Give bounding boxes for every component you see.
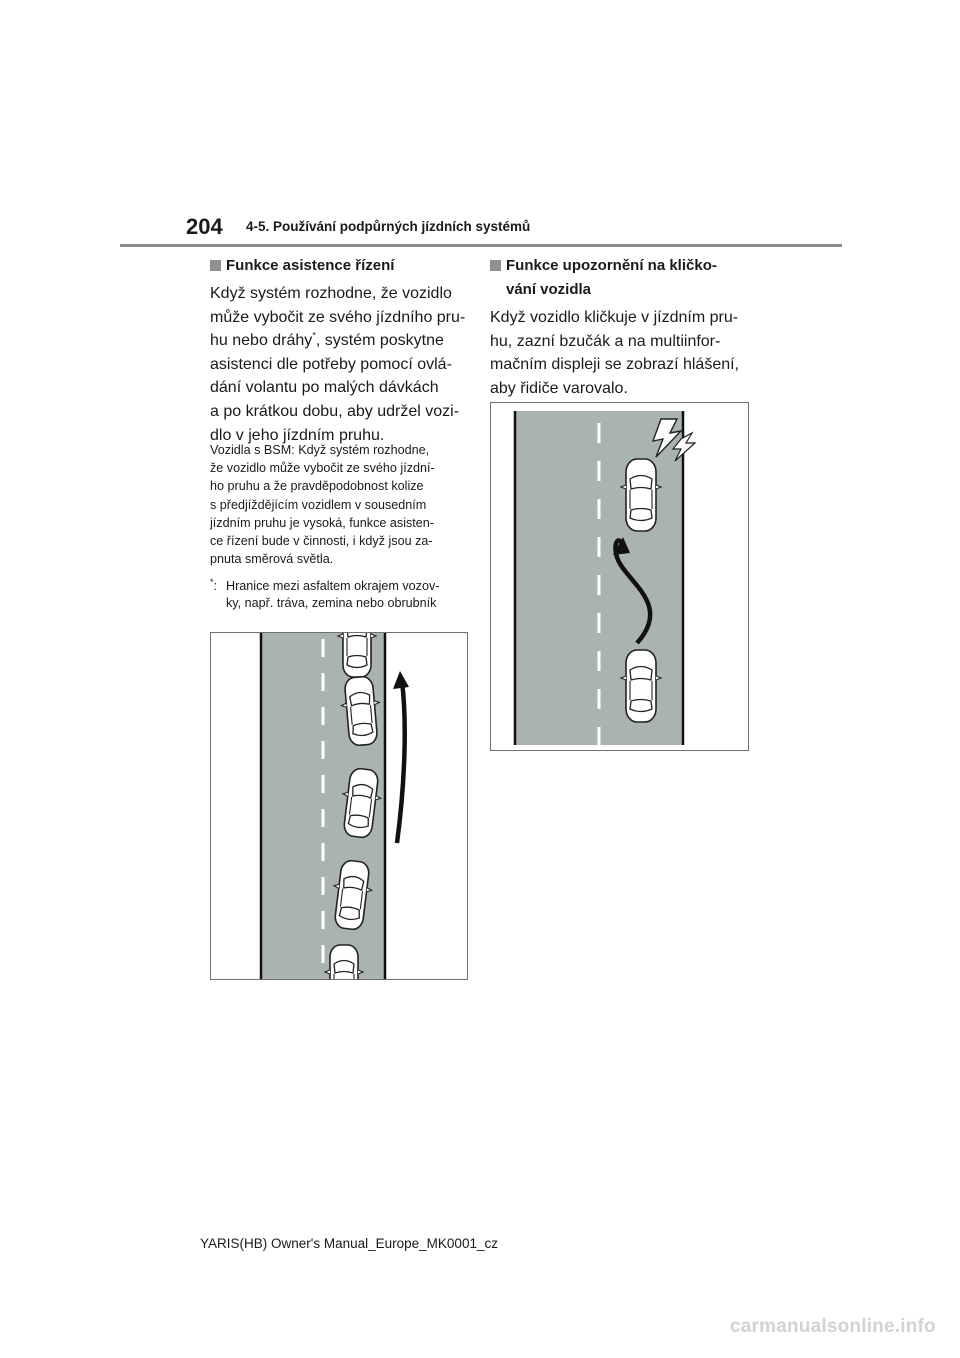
footnote-line: Hranice mezi asfaltem okrajem vozov- (226, 579, 440, 593)
body-line: aby řidiče varovalo. (490, 379, 628, 397)
steering-assist-heading (210, 254, 470, 278)
sway-warning-heading (490, 254, 760, 302)
body-text-fragment: hu nebo dráhy (210, 332, 313, 350)
small-line: Vozidla s BSM: Když systém rozhodne, (210, 443, 430, 457)
sway-warning-body (490, 306, 752, 400)
footnote-asterisk: * (210, 576, 214, 587)
small-line: s předjíždějícím vozidlem v sousedním (210, 497, 427, 512)
body-line: a po krátkou dobu, aby udržel vozi- (210, 402, 460, 420)
steering-assist-illustration (211, 633, 467, 979)
arrow-head-icon (393, 671, 409, 689)
bsm-note (210, 441, 472, 568)
body-line: dání volantu po malých dávkách (210, 379, 439, 397)
body-line-with-footnote (210, 329, 472, 353)
body-line: Když systém rozhodne, že vozidlo (210, 285, 452, 302)
sway-warning-heading-text (490, 254, 760, 302)
footnote-ref: * (312, 330, 316, 341)
footnote-text (210, 578, 474, 613)
small-line: že vozidlo může vybočit ze svého jízdní- (210, 461, 435, 476)
car-top-view-icon (621, 459, 661, 531)
body-line: hu, zazní bzučák a na multiinfor- (490, 332, 721, 350)
body-line: dlo v jeho jízdním pruhu. (210, 426, 385, 444)
body-line: může vybočit ze svého jízdního pru- (210, 308, 466, 326)
heading-bullet-icon (210, 260, 221, 271)
body-line: mačním displeji se zobrazí hlášení, (490, 356, 739, 374)
steering-assist-heading-text: Funkce asistence řízení (226, 257, 395, 274)
small-line: ce řízení bude v činnosti, i když jsou za- (210, 534, 433, 549)
page-number: 204 (186, 214, 223, 239)
sway-warning-figure (490, 402, 749, 751)
watermark: carmanualsonline.info (730, 1316, 936, 1337)
heading-line: Funkce upozornění na kličko- (506, 257, 717, 274)
body-text-fragment: , systém poskytne (315, 332, 444, 350)
steering-assist-body (210, 282, 472, 447)
car-top-view-icon (338, 633, 376, 677)
small-line: pnuta směrová světla. (210, 552, 334, 567)
section-title: 4-5. Používání podpůrných jízdních systémů (246, 219, 531, 234)
curved-arrow-icon (397, 681, 405, 843)
sway-warning-illustration (491, 403, 748, 750)
footnote (210, 578, 474, 613)
steering-assist-figure (210, 632, 468, 980)
heading-bullet-icon (490, 260, 501, 271)
header-rule (120, 244, 842, 247)
car-top-view-icon (621, 650, 661, 722)
small-line: jízdním pruhu je vysoká, funkce asisten- (210, 515, 434, 530)
footnote-colon: : (213, 579, 218, 593)
body-line: asistenci dle potřeby pomocí ovlá- (210, 355, 452, 373)
small-line: ho pruhu a že pravděpodobnost kolize (210, 479, 424, 494)
heading-line: vání vozidla (506, 281, 592, 298)
footnote-mark (210, 578, 217, 595)
footnote-line: ky, např. tráva, zemina nebo obrubník (226, 596, 437, 611)
body-line: Když vozidlo kličkuje v jízdním pru- (490, 309, 739, 326)
footer-text: YARIS(HB) Owner's Manual_Europe_MK0001_cz (200, 1236, 498, 1251)
